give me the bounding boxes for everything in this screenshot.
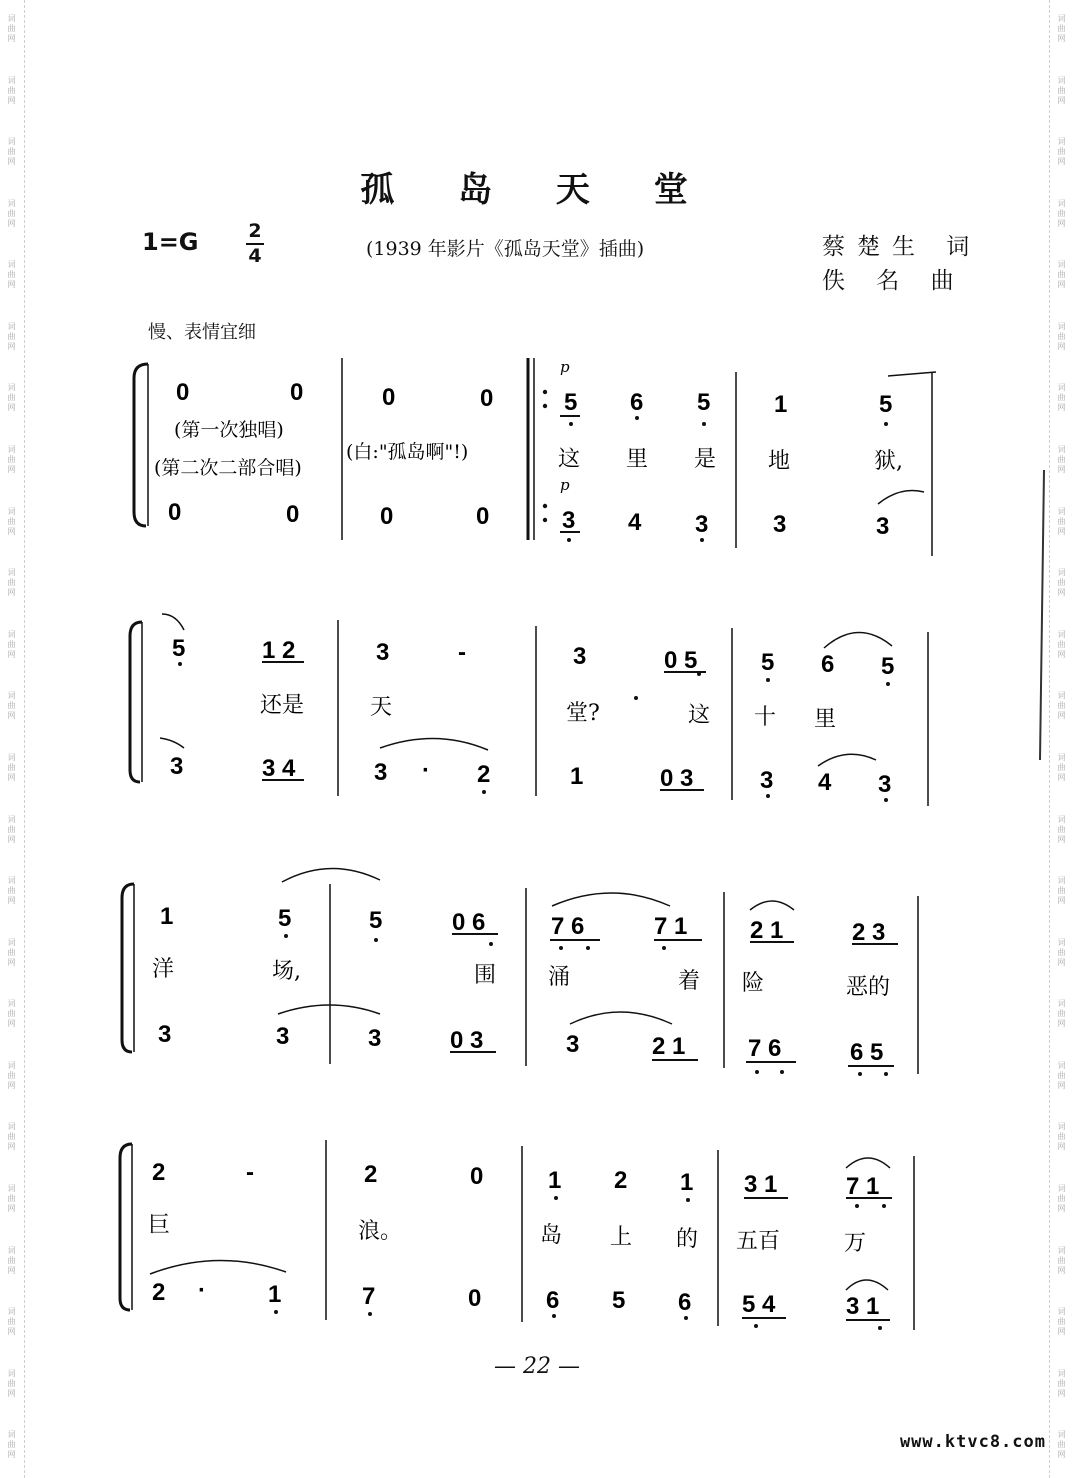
note: 0 3 bbox=[660, 765, 694, 792]
watermark-text: 词曲网 bbox=[1057, 691, 1066, 722]
note: 3 bbox=[276, 1023, 290, 1050]
watermark-text: 词曲网 bbox=[7, 1122, 16, 1153]
watermark-text: 词曲网 bbox=[1057, 937, 1066, 968]
meter-bottom: 4 bbox=[248, 245, 262, 267]
note: 0 3 bbox=[450, 1027, 484, 1054]
lyric: 十 bbox=[754, 705, 777, 730]
note: 2 1 bbox=[652, 1033, 686, 1060]
note: 0 bbox=[476, 503, 490, 530]
watermark-text: 词曲网 bbox=[7, 1183, 16, 1214]
note: 0 6 bbox=[452, 909, 486, 936]
watermark-text: 词曲网 bbox=[7, 75, 16, 106]
song-title: 孤 岛 天 堂 bbox=[360, 170, 714, 210]
note: 1 bbox=[548, 1167, 562, 1194]
note: 0 5 bbox=[664, 647, 698, 674]
watermark-text: 词曲网 bbox=[7, 260, 16, 291]
watermark-text: 词曲网 bbox=[1057, 1307, 1066, 1338]
lyric: 洋 bbox=[152, 957, 175, 982]
note: 6 5 bbox=[850, 1039, 884, 1066]
note: 2 bbox=[152, 1279, 166, 1306]
performance-label: (第一次独唱) bbox=[174, 419, 284, 441]
watermark-text: 词曲网 bbox=[1057, 321, 1066, 352]
watermark-text: 词曲网 bbox=[7, 137, 16, 168]
dynamic-marking: p bbox=[560, 476, 570, 494]
lyric: 巨 bbox=[148, 1213, 171, 1238]
watermark-text: 词曲网 bbox=[7, 1368, 16, 1399]
composer-credit: 佚 名 曲 bbox=[822, 268, 966, 294]
lyric: 还是 bbox=[260, 693, 305, 718]
note: 5 4 bbox=[742, 1291, 776, 1318]
note: - bbox=[458, 639, 466, 666]
watermark-text: 词曲网 bbox=[7, 937, 16, 968]
system-3 bbox=[122, 868, 918, 1074]
note: 2 bbox=[477, 761, 491, 788]
watermark-text: 词曲网 bbox=[1057, 198, 1066, 229]
note: 5 bbox=[278, 905, 292, 932]
note: 7 1 bbox=[654, 913, 688, 940]
note: 3 1 bbox=[744, 1171, 778, 1198]
note: 7 6 bbox=[748, 1035, 782, 1062]
note: 7 6 bbox=[551, 913, 585, 940]
key-signature: 1=G bbox=[142, 228, 199, 256]
system-2 bbox=[130, 614, 928, 806]
lyric: 的 bbox=[676, 1227, 699, 1252]
watermark-text: 词曲网 bbox=[1057, 1060, 1066, 1091]
note: 5 bbox=[564, 389, 578, 416]
watermark-text: 词曲网 bbox=[7, 14, 16, 44]
watermark-text: 词曲网 bbox=[7, 568, 16, 599]
note: 0 bbox=[468, 1285, 482, 1312]
note: 5 bbox=[369, 907, 383, 934]
note: 6 bbox=[821, 651, 835, 678]
lyric: 狱, bbox=[874, 449, 903, 474]
watermark-text: 词曲网 bbox=[1057, 1430, 1066, 1461]
note: 3 bbox=[573, 643, 587, 670]
note: · bbox=[198, 1277, 206, 1304]
watermark-text: 词曲网 bbox=[7, 752, 16, 783]
page-number: — 22 — bbox=[494, 1354, 580, 1379]
note: 3 bbox=[878, 771, 892, 798]
note: 1 2 bbox=[262, 637, 296, 664]
watermark-text: 词曲网 bbox=[7, 445, 16, 476]
note: 1 bbox=[268, 1281, 282, 1308]
note: 5 bbox=[881, 653, 895, 680]
watermark-text: 词曲网 bbox=[1057, 1245, 1066, 1276]
watermark-text: 词曲网 bbox=[1057, 1183, 1066, 1214]
dynamic-marking: p bbox=[560, 358, 570, 376]
watermark-text: 词曲网 bbox=[1057, 814, 1066, 845]
lyric: 岛 bbox=[540, 1223, 563, 1248]
note: 0 bbox=[470, 1163, 484, 1190]
note: 3 bbox=[368, 1025, 382, 1052]
note: 3 bbox=[695, 511, 709, 538]
footer-url: www.ktvc8.com bbox=[899, 1432, 1046, 1452]
note: 7 bbox=[362, 1283, 376, 1310]
note: 3 bbox=[376, 639, 390, 666]
subtitle: (1939 年影片《孤岛天堂》插曲) bbox=[366, 238, 645, 260]
note: 3 bbox=[566, 1031, 580, 1058]
meter-top: 2 bbox=[248, 220, 262, 242]
note: 3 bbox=[170, 753, 184, 780]
note: 3 bbox=[876, 513, 890, 540]
note: 2 3 bbox=[852, 919, 886, 946]
watermark-text: 词曲网 bbox=[7, 1307, 16, 1338]
note: 0 bbox=[176, 379, 190, 406]
lyric: 涌 bbox=[548, 965, 571, 990]
note: 3 bbox=[562, 507, 576, 534]
note: 3 1 bbox=[846, 1293, 880, 1320]
note: 1 bbox=[774, 391, 788, 418]
watermark-text: 词曲网 bbox=[7, 383, 16, 414]
lyric: 五百 bbox=[736, 1229, 781, 1254]
note: 6 bbox=[546, 1287, 560, 1314]
note: 3 bbox=[773, 511, 787, 538]
note: 2 bbox=[614, 1167, 628, 1194]
watermark-text: 词曲网 bbox=[1057, 506, 1066, 537]
note: 4 bbox=[628, 509, 642, 536]
note: 2 1 bbox=[750, 917, 784, 944]
lyric: 天 bbox=[370, 695, 393, 720]
note: 3 bbox=[760, 767, 774, 794]
watermark-text: 词曲网 bbox=[1057, 876, 1066, 907]
watermark-text: 词曲网 bbox=[1057, 383, 1066, 414]
watermark-text: 词曲网 bbox=[7, 1060, 16, 1091]
lyric: 万 bbox=[844, 1231, 867, 1256]
note: 3 bbox=[158, 1021, 172, 1048]
lyric: 堂? bbox=[566, 701, 600, 726]
note: 0 bbox=[168, 499, 182, 526]
watermark-text: 词曲网 bbox=[1057, 75, 1066, 106]
note: 6 bbox=[630, 389, 644, 416]
note: 6 bbox=[678, 1289, 692, 1316]
note: - bbox=[246, 1159, 254, 1186]
watermark-text: 词曲网 bbox=[7, 506, 16, 537]
note: 5 bbox=[761, 649, 775, 676]
lyric: 浪。 bbox=[358, 1219, 403, 1244]
watermark-text: 词曲网 bbox=[7, 198, 16, 229]
lyric: 上 bbox=[610, 1225, 633, 1250]
watermark-text: 词曲网 bbox=[7, 999, 16, 1030]
performance-label: (第二次二部合唱) bbox=[154, 457, 302, 479]
watermark-text: 词曲网 bbox=[1057, 445, 1066, 476]
lyric: 是 bbox=[694, 447, 717, 472]
system-4 bbox=[120, 1140, 914, 1330]
lyric: 里 bbox=[626, 447, 649, 472]
note: 0 bbox=[286, 501, 300, 528]
note: 1 bbox=[160, 903, 174, 930]
note: 0 bbox=[380, 503, 394, 530]
note: 2 bbox=[152, 1159, 166, 1186]
note: 4 bbox=[818, 769, 832, 796]
note: 1 bbox=[680, 1169, 694, 1196]
lyricist-credit: 蔡楚生 词 bbox=[822, 234, 982, 260]
watermark-text: 词曲网 bbox=[7, 691, 16, 722]
lyric: 围 bbox=[474, 963, 497, 988]
watermark-text: 词曲网 bbox=[1057, 14, 1066, 44]
watermark-text: 词曲网 bbox=[1057, 1122, 1066, 1153]
lyric: 地 bbox=[768, 449, 791, 474]
note: 5 bbox=[879, 391, 893, 418]
note: 3 bbox=[374, 759, 388, 786]
lyric: 恶的 bbox=[846, 975, 891, 1000]
note: 5 bbox=[172, 635, 186, 662]
spoken-line: (白:"孤岛啊"!) bbox=[346, 441, 469, 463]
watermark-text: 词曲网 bbox=[7, 629, 16, 660]
lyric: 险 bbox=[742, 971, 765, 996]
watermark-text: 词曲网 bbox=[1057, 999, 1066, 1030]
note: · bbox=[422, 757, 430, 784]
lyric: 这 bbox=[558, 447, 581, 472]
watermark-text: 词曲网 bbox=[7, 876, 16, 907]
watermark-text: 词曲网 bbox=[7, 814, 16, 845]
watermark-text: 词曲网 bbox=[1057, 137, 1066, 168]
watermark-text: 词曲网 bbox=[7, 1245, 16, 1276]
watermark-text: 词曲网 bbox=[1057, 752, 1066, 783]
watermark-text: 词曲网 bbox=[1057, 260, 1066, 291]
lyric: 里 bbox=[814, 707, 837, 732]
watermark-text: 词曲网 bbox=[7, 1430, 16, 1461]
watermark-text: 词曲网 bbox=[1057, 568, 1066, 599]
watermark-text: 词曲网 bbox=[7, 321, 16, 352]
note: 5 bbox=[612, 1287, 626, 1314]
lyric: 场, bbox=[272, 959, 301, 984]
scan-artifact-line bbox=[1040, 470, 1044, 760]
note: 0 bbox=[290, 379, 304, 406]
watermark-text: 词曲网 bbox=[1057, 1368, 1066, 1399]
note: 5 bbox=[697, 389, 711, 416]
watermark-text: 词曲网 bbox=[1057, 629, 1066, 660]
lyric: 着 bbox=[678, 969, 701, 994]
note: 2 bbox=[364, 1161, 378, 1188]
tempo-marking: 慢、表情宜细 bbox=[148, 322, 256, 343]
note: 1 bbox=[570, 763, 584, 790]
note: 0 bbox=[382, 384, 396, 411]
note: 3 4 bbox=[262, 755, 296, 782]
note: 7 1 bbox=[846, 1173, 880, 1200]
note: 0 bbox=[480, 385, 494, 412]
lyric: 这 bbox=[688, 703, 711, 728]
